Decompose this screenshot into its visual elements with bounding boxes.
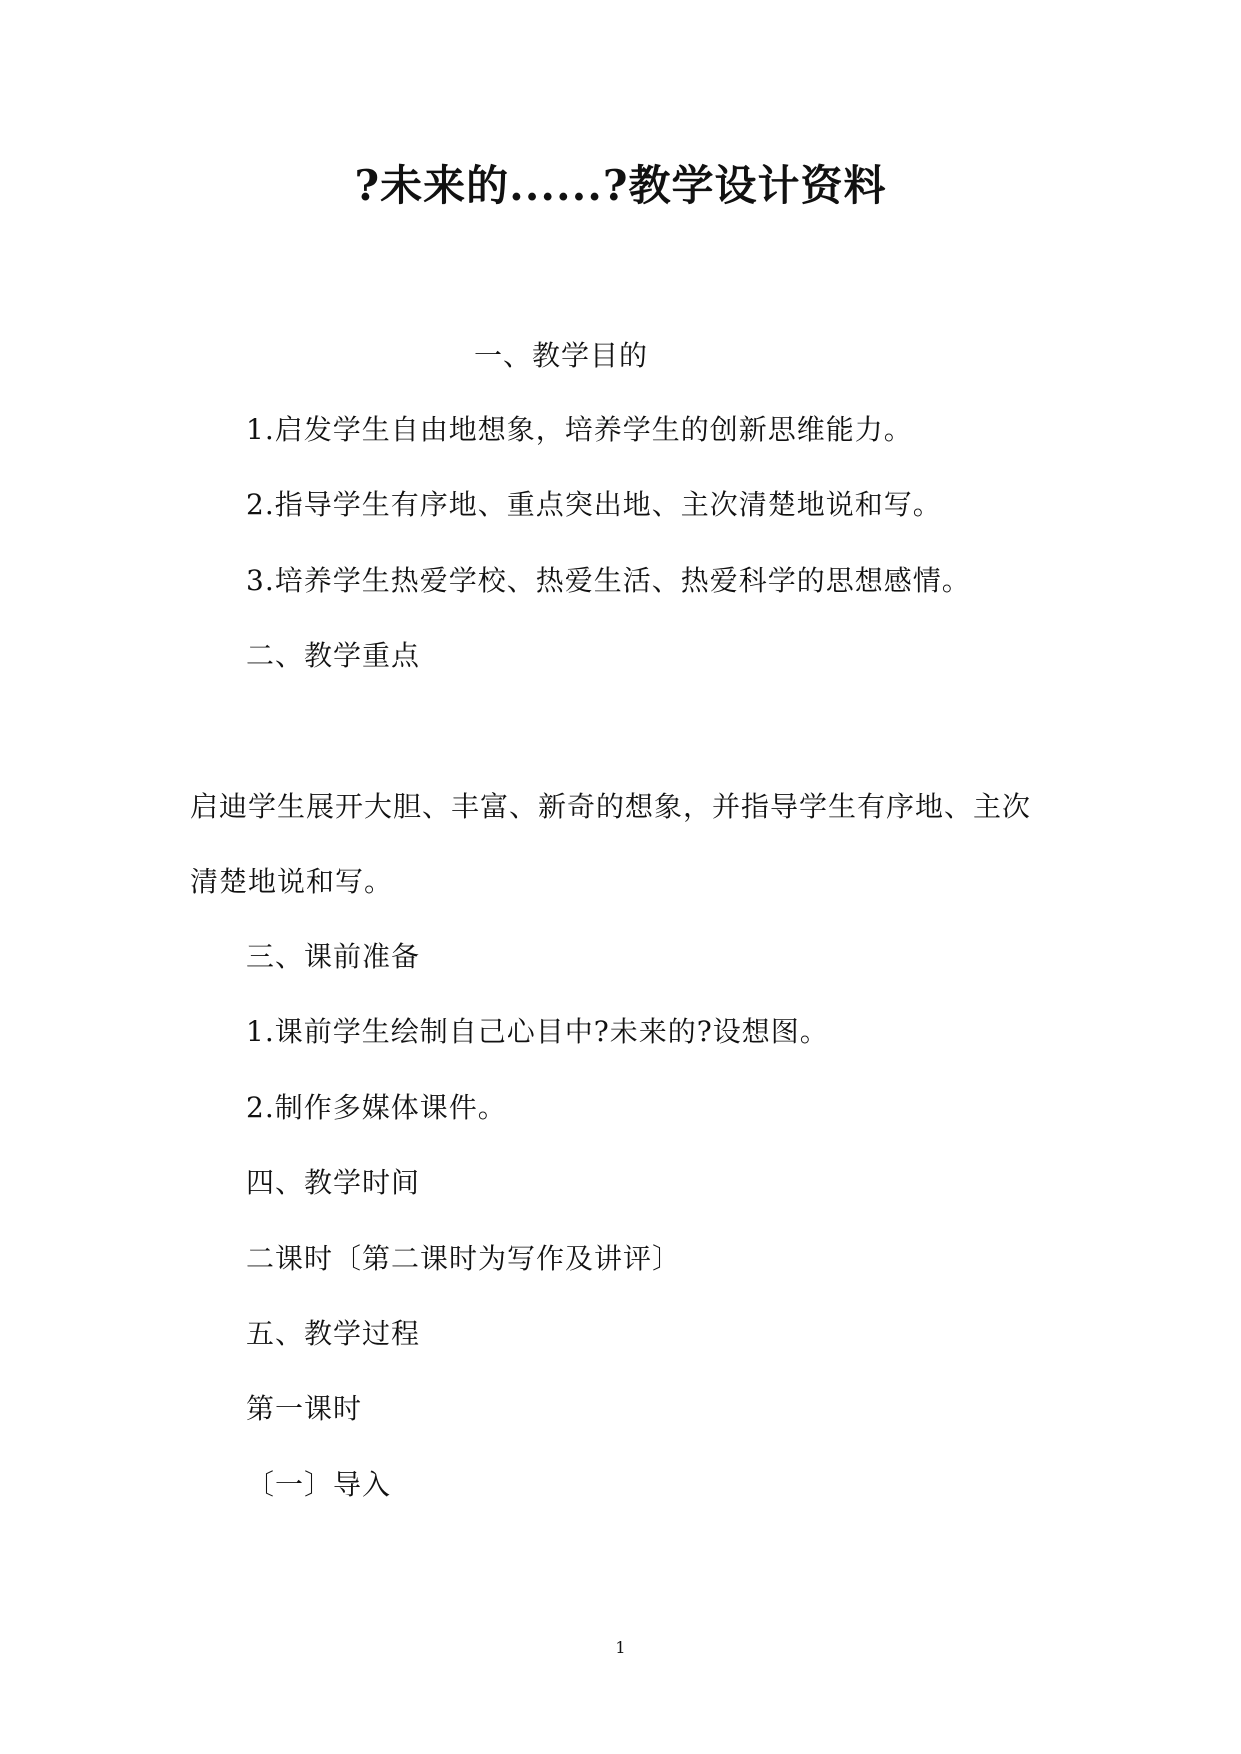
document-title: ?未来的......?教学设计资料 [354,161,887,210]
section-heading-key-points: 二、教学重点 [246,639,421,672]
objective-item-1: 1.启发学生自由地想象，培养学生的创新思维能力。 [246,413,913,446]
preparation-item-2: 2.制作多媒体课件。 [246,1091,507,1124]
section-heading-time: 四、教学时间 [246,1166,421,1199]
page-number: 1 [615,1638,626,1657]
objective-item-3: 3.培养学生热爱学校、热爱生活、热爱科学的思想感情。 [246,564,971,597]
time-text: 二课时〔第二课时为写作及讲评〕 [246,1242,682,1275]
preparation-item-1: 1.课前学生绘制自己心目中?未来的?设想图。 [246,1015,829,1048]
first-lesson-heading: 第一课时 [246,1392,363,1425]
objective-item-2: 2.指导学生有序地、重点突出地、主次清楚地说和写。 [246,488,942,521]
section-heading-preparation: 三、课前准备 [246,940,421,973]
section-heading-objectives: 一、教学目的 [474,339,649,372]
section-heading-process: 五、教学过程 [246,1317,421,1350]
key-points-paragraph-line-1: 启迪学生展开大胆、丰富、新奇的想象，并指导学生有序地、主次 [190,790,1032,823]
intro-heading: 〔一〕导入 [246,1468,392,1501]
key-points-paragraph-line-2: 清楚地说和写。 [190,865,394,898]
